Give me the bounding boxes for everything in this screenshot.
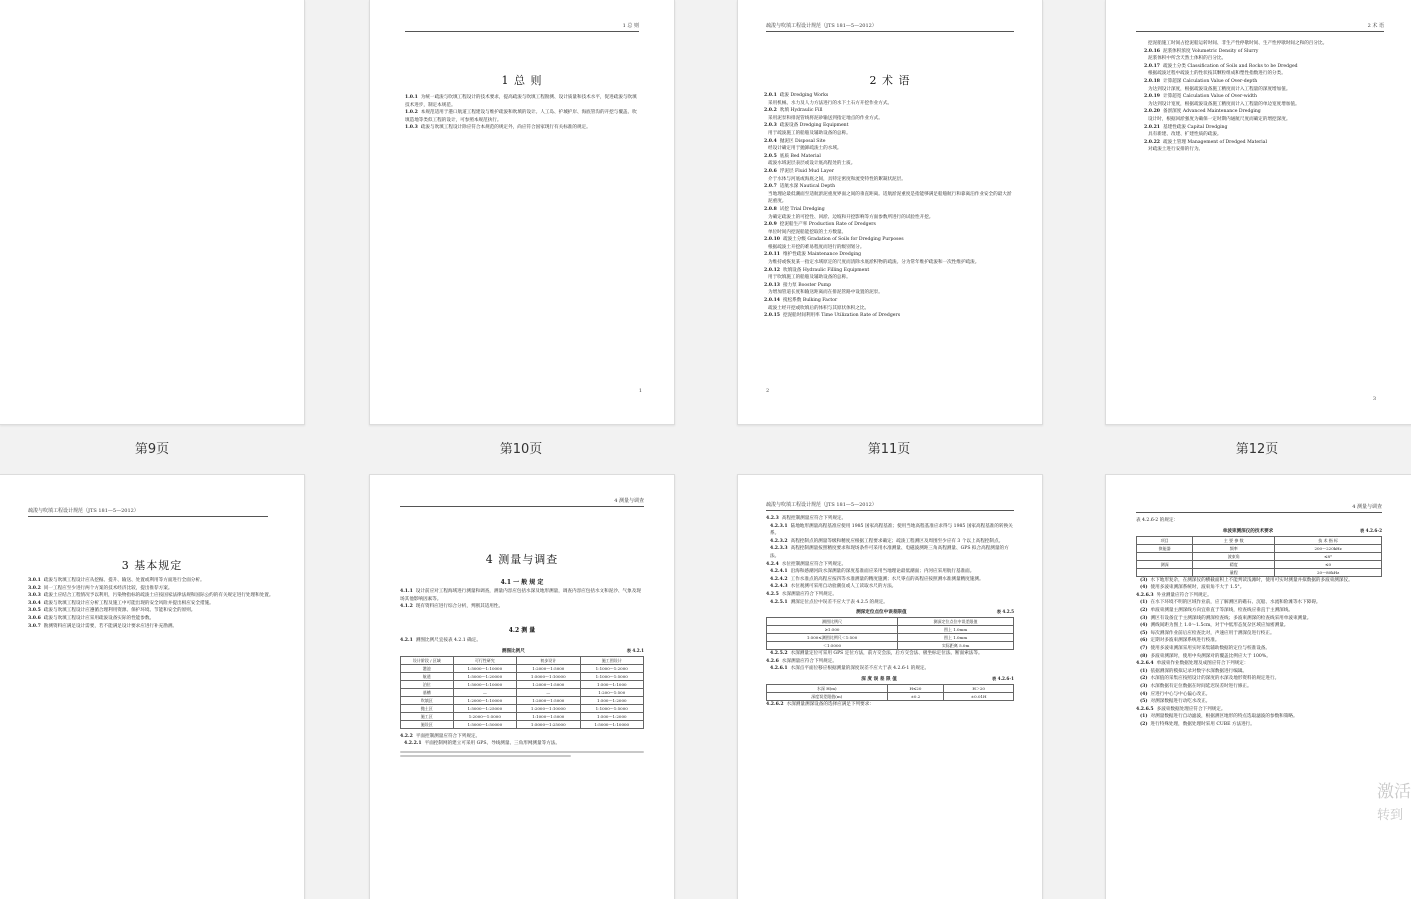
sounder-table — [1136, 536, 1382, 577]
term-definition: 当地理论最低潮面至适航淤泥重度界面之间的垂直距离。适航淤泥重度是指能够满足船舶航行和靠离泊作业安全的最大淤泥重度。 — [768, 191, 1012, 205]
header-rule — [766, 510, 1014, 511]
running-header: 1 总 则 — [622, 23, 639, 29]
table-header-cell: 测图比例尺 — [767, 618, 898, 626]
header-rule — [405, 31, 639, 32]
clause: 4.2.6.3 外业测量应符合下列规定。 — [1136, 592, 1212, 598]
clause-list — [400, 588, 644, 611]
table-row — [1137, 560, 1382, 568]
table-cell: 1:5000～1:10000 — [517, 672, 580, 680]
header-rule — [1136, 512, 1382, 513]
table-cell: 1:2000～1:5000 — [453, 712, 516, 720]
table-cell: 频率 — [1193, 544, 1275, 552]
running-header: 4 测量与调查 — [614, 498, 644, 504]
page-thumbnail-12[interactable] — [1105, 0, 1411, 425]
table-row — [767, 626, 1014, 634]
clause: 4.2.5 水深测量应符合下列规定。 — [766, 591, 837, 597]
clause: 4.1.2 现有资料应进行综合分析，判断其适用性。 — [400, 604, 504, 610]
term-entry: 2.0.20 备淤深度 Advanced Maintenance Dredging — [1144, 109, 1261, 115]
table-cell: 1:5000～1:10000 — [580, 720, 643, 728]
table-cell: 深度误差限值(m) — [767, 692, 888, 700]
table-cell: 量程 — [1193, 568, 1275, 576]
term-entry: 2.0.17 疏浚土分类 Classification of Soils and Rocks to be Dredged — [1144, 63, 1298, 69]
clause: 1.0.3 疏浚与吹填工程设计除应符合本规范的规定外，尚应符合国家现行有关标准的规定。 — [405, 125, 591, 131]
term-entry: 2.0.11 维护性疏浚 Maintenance Dredging — [764, 252, 862, 258]
clause: 4.2.5.2 水深测量定位可采用 GPS 定位方法，前方交会法，后方交会法、极坐标定位法、断面索法等。 — [770, 651, 983, 657]
clause: 4.1.1 设计前应对工程海域进行测量和调查，测量内容应包括水深及地形测量，调查内容应包括水文和泥沙、气象及现场其他影响因素等。 — [400, 589, 641, 602]
term-entry: 2.0.5 底质 Bed Material — [764, 153, 821, 159]
clause-text: 挖泥船施工时间占挖泥船运转时间、非生产性停歇时间、生产性停歇时间之和的百分比。 — [1148, 41, 1328, 46]
table-cell: 1:1000～1:2000 — [580, 664, 643, 672]
term-definition: 根据疏浚过程中疏浚土的性状按其颗粒组成和塑性指数进行的分类。 — [1148, 71, 1286, 77]
table-row — [401, 704, 644, 712]
clause: (3) 水深数据有定位数据在时间延迟误差时进行修正。 — [1140, 683, 1252, 689]
page-thumbnail-15[interactable] — [737, 474, 1043, 899]
table-cell: ≤8° — [1275, 552, 1382, 560]
table-row — [767, 642, 1014, 650]
table-cell: 1:5000～1:50000 — [453, 720, 516, 728]
clause: (2) 水深值的采集应按照设计的深度的水深及地形资料的规定进行。 — [1140, 676, 1280, 682]
clause: 4.2.4.2 工作水准点的高程应按四等水准测量的精度施测；水尺零点的高程应按照测水准测量精度施测。 — [770, 576, 984, 582]
table-cell: 换能器 — [1137, 544, 1193, 552]
header-rule — [400, 506, 644, 507]
table-header-row — [1137, 536, 1382, 544]
table-cell: 1:500～1:1000 — [580, 680, 643, 688]
term-entry: 2.0.10 疏浚土分级 Gradation of Soils for Dredging Purposes — [764, 237, 904, 243]
term-definition: 疏浚土经开挖或吹填后的体积与其原状体积之比。 — [768, 305, 870, 311]
table-cell: 1:2000～1:10000 — [517, 704, 580, 712]
clause: 4.2.5.1 测深定位点位中误差不应大于表 4.2.5 的规定。 — [770, 599, 888, 605]
table-cell — [1137, 552, 1193, 560]
term-entry: 2.0.12 吹填设备 Hydraulic Filling Equipment — [764, 267, 870, 273]
table-cell: 1:500≤测图比例尺＜1:500 — [767, 634, 898, 642]
chapter-title: 2 术 语 — [869, 74, 911, 87]
table-cell: ＜1:5000 — [767, 642, 898, 650]
table-cell: 200～220kHz — [1275, 544, 1382, 552]
positioning-error-table — [766, 617, 1014, 650]
table-header-cell: 可行性研究 — [453, 656, 516, 664]
clause: 3.0.3 疏浚土应结合工程情况予以利用，污染物指标的疏浚土应按国家法律法规和国际公约的有关规定进行处理和处置。 — [28, 593, 274, 599]
term-entry: 2.0.18 计算超深 Calculation Value of Over-depth — [1144, 78, 1258, 84]
term-entry: 2.0.21 基建性疏浚 Capital Dredging — [1144, 124, 1228, 130]
table-cell: 波束角 — [1193, 552, 1275, 560]
clause: (6) 定期对多波束测深系统进行校准。 — [1140, 638, 1220, 644]
table-row — [401, 680, 644, 688]
page-label-12: 第12页 — [1235, 442, 1279, 457]
term-definition: 为增加管道长度和输送距离而在排泥管路中设置的泥泵。 — [768, 290, 883, 296]
clause: (3) 测区有设备宜于主测深线的测深检查线；多波束测深的检查线采用单波束测量。 — [1140, 615, 1312, 621]
clause-list — [405, 94, 639, 132]
text-line — [400, 751, 644, 753]
table-cell: 1:2000～1:5000 — [517, 696, 580, 704]
clause: 4.2.3 高程控制测量应符合下列规定。 — [766, 516, 847, 521]
table-row — [767, 692, 1014, 700]
table-row — [401, 720, 644, 728]
table-cell: 图上 1.0mm — [898, 634, 1014, 642]
section-title: 4.1 一 般 规 定 — [500, 579, 544, 586]
page-thumbnail-14[interactable] — [369, 474, 675, 899]
clause: 4.2.2.1 平面控制网的建立可采用 GPS、导线测量、三角形网测量等方法。 — [404, 741, 560, 747]
table-header-cell: 主 要 参 数 — [1193, 536, 1275, 544]
table-cell: 泊位 — [401, 680, 454, 688]
page-label-10: 第10页 — [499, 442, 543, 457]
clause: (2) 进行特殊处理，数据处理时采用 CUBE 方法进行。 — [1140, 721, 1255, 727]
term-entry: 2.0.16 泥浆体积浓度 Volumetric Density of Slurry — [1144, 48, 1259, 54]
term-entry: 2.0.1 疏浚 Dredging Works — [764, 93, 829, 98]
term-definition: 采用机械、水力及人力方法进行的水下土石方开挖作业方式。 — [768, 100, 893, 106]
running-header: 疏浚与吹填工程设计规范（JTS 181—5—2012） — [766, 502, 877, 508]
table-row — [1137, 552, 1382, 560]
table-cell: 测深 — [1137, 560, 1193, 568]
table-cell: 1:5000～1:10000 — [453, 664, 516, 672]
table-cell: 基槽 — [401, 688, 454, 696]
text-line — [400, 755, 571, 757]
table-row — [1137, 568, 1382, 576]
table-cell: ≥1:500 — [767, 626, 898, 634]
clause: 4.2.3.1 陆地地形测量高程基准应使用 1985 国家高程基准；使用当地高程基准应求得与 1985 国家高程基准的转换关系。 — [770, 523, 1013, 537]
clause: 3.0.5 疏浚与吹填工程设计应遵循合理利用资源、保护环境、节能和安全的原则。 — [28, 608, 196, 614]
term-definition: 用于吹填施工的船舶及辅助设备的总称。 — [768, 275, 851, 281]
table-title: 单波束测深仪的技术要求 表 4.2.6-2 — [1222, 527, 1382, 534]
table-title: 测图比例尺 表 4.2.1 — [501, 647, 644, 654]
page-label-11: 第11页 — [867, 442, 911, 457]
scale-table — [400, 656, 644, 729]
clause: 3.0.1 疏浚与吹填工程设计应从挖掘、提升、输送、处置或利用等方面进行全面分析。 — [28, 578, 205, 583]
table-cell: 图上 1.0mm — [898, 626, 1014, 634]
page-thumbnail-11[interactable] — [737, 0, 1043, 425]
term-definition: 单位时间内挖泥船能挖取的土方数量。 — [768, 229, 847, 235]
table-row — [767, 634, 1014, 642]
section-title: 4.2 测 量 — [508, 627, 536, 634]
clause: 4.2.3.3 高程控制测量按照精度要求和现场条件可采用水准测量、电磁波测距三角高程测量、GPS 拟合高程测量的方法。 — [770, 546, 1009, 559]
clause: (2) 单波束测量主测深线方向宜垂直于等深线，检查线应垂直于主测深线。 — [1140, 607, 1293, 613]
clause: 4.2.4.1 沿海和感潮河段水深测量的深度基准面应采用当地理论最低潮面；内河应采用航行基准面。 — [770, 569, 975, 575]
clause-list — [1136, 517, 1382, 728]
clause: 4.2.4 水位控制测量应符合下列规定。 — [766, 561, 847, 567]
term-entry: 2.0.14 搅松系数 Bulking Factor — [764, 298, 838, 304]
clause: 4.2.1 测图比例尺宜按表 4.2.1 确定。 — [400, 638, 481, 643]
clause-list — [28, 577, 274, 630]
clause: (7) 使用多波束测深采用实时采集辅助数据的定位与校准设备。 — [1140, 645, 1270, 651]
table-cell: 1:2000～1:5000 — [517, 664, 580, 672]
table-header-cell: 技 术 指 标 — [1275, 536, 1382, 544]
table-header-cell: 项目 — [1137, 536, 1193, 544]
clause: 1.0.2 本规范适用于港口航道工程建设与维护疏浚和吹填的设计。人工岛、护城护岸、海底管沟的开挖与覆盖、吹填造地等类似工程的设计，可参照本规范执行。 — [405, 110, 637, 123]
term-definition: 经设计确定用于抛卸疏浚土的水域。 — [768, 146, 842, 152]
term-entry: 2.0.7 适航水深 Nautical Depth — [764, 184, 836, 190]
term-list — [1144, 40, 1382, 154]
clause: (1) 对测量数据进行自动滤波，根据测区地形的特点选取滤波的参数和策略。 — [1140, 714, 1298, 720]
table-cell: 1:1000～1:5000 — [580, 672, 643, 680]
header-rule — [1136, 31, 1384, 32]
clause: 4.2.6.4 单波束作业数据处理及成图应符合下列规定： — [1136, 661, 1249, 667]
term-definition: 设计时，根据回淤强度为确保一定时期内通航尺度而确定的增挖深度。 — [1148, 116, 1291, 122]
term-entry: 2.0.22 疏浚土管理 Management of Dredged Material — [1144, 139, 1267, 145]
table-title: 测深定位点位中误差限值 表 4.2.5 — [856, 609, 1014, 616]
term-definition: 具有新建、改建、扩建性质的疏浚。 — [1148, 132, 1222, 138]
running-header: 4 测量与调查 — [1352, 504, 1382, 510]
page-thumbnail-10[interactable] — [369, 0, 675, 425]
page-number: 2 — [766, 388, 770, 394]
clause: (5) 对测深数据进行动吃水改正。 — [1140, 699, 1211, 705]
table-cell: 20～80kHz — [1275, 568, 1382, 576]
table-cell: — — [517, 688, 580, 696]
header-rule — [28, 516, 268, 517]
clause: 1.0.1 为统一疏浚与吹填工程设计的技术要求，提高疏浚与吹填工程勘测、设计质量和技术水平，促进疏浚与吹填技术进步，制定本规范。 — [405, 95, 637, 108]
table-header-cell: H＞20 — [944, 684, 1014, 692]
page-number: 3 — [1372, 396, 1376, 402]
table-row — [401, 688, 644, 696]
term-entry: 2.0.6 浮泥层 Fluid Mud Layer — [764, 168, 834, 174]
clause: (1) 在水下环境不明的区域作业前，应了解测区的礁石、沉船、水流和险滩等水下障碍。 — [1140, 600, 1321, 606]
clause: (4) 使用多波束测深系统时，波束角不大于 1.5°。 — [1140, 585, 1245, 591]
clause: (8) 多波束测深时，使用中央测深对的覆盖比例应大于 100%。 — [1140, 653, 1271, 659]
clause: 4.2.4.3 水位观测可采用自动验潮仪或人工读取水尺的方法。 — [770, 584, 897, 590]
page-thumbnail-13[interactable] — [0, 474, 305, 899]
term-definition: 对疏浚土进行安排的行为。 — [1148, 147, 1204, 153]
table-row — [1137, 544, 1382, 552]
clause: 4.2.2 平面控制测量应符合下列规定。 — [400, 733, 481, 739]
table-row — [401, 696, 644, 704]
clause: 4.2.6.2 水深测量测深设备的选择应满足下列要求： — [766, 701, 874, 707]
clause: (5) 每次测深作业前后应检查比对，声速应用于测深仪进行校正。 — [1140, 630, 1275, 636]
clause: (3) 水下地形复杂，在测深仪的横截面积上不能判读浅滩时，使用可实时测量并拟数据的多波束测深仪。 — [1140, 577, 1353, 583]
table-cell: 1:5000～1:10000 — [453, 680, 516, 688]
table-row — [401, 664, 644, 672]
table-cell: 1:2000～1:5000 — [517, 680, 580, 688]
term-list — [764, 92, 1012, 320]
table-cell: ≤0 — [1275, 560, 1382, 568]
running-header: 疏浚与吹填工程设计规范（JTS 181—5—2012） — [28, 508, 139, 514]
table-cell: 1:5000～1:20000 — [453, 672, 516, 680]
term-definition: 疏浚水域泥层表层或设计底高程处的土质。 — [768, 161, 856, 167]
table-cell — [1137, 568, 1193, 576]
table-cell: 1:200～1:500 — [580, 688, 643, 696]
chapter-title: 4 测量与调查 — [485, 553, 559, 566]
term-definition: 为维持或恢复某一指定水域原定的尺度而清除水底淤积物的疏浚。分为常年维护疏浚和一次性维护疏浚。 — [768, 260, 980, 266]
page-number: 1 — [638, 388, 642, 394]
table-cell: 1:5000～1:25000 — [517, 720, 580, 728]
table-cell: 1:500～1:2000 — [580, 712, 643, 720]
term-definition: 采用泥泵和排泥管线将泥砂输送到指定地点的作业方式。 — [768, 115, 883, 121]
clause: 3.0.6 疏浚与吹填工程设计应采用疏浚设备实际的性能参数。 — [28, 615, 155, 621]
term-entry: 2.0.2 吹填 Hydraulic Fill — [764, 108, 823, 114]
table-header-cell: 初步设计 — [517, 656, 580, 664]
clause: 3.0.4 疏浚与吹填工程设计应分析工程及施工中可能出现的安全风险并提出相应安全措施。 — [28, 600, 214, 606]
table-title: 深 度 误 差 限 值 表 4.2.6-1 — [861, 675, 1014, 682]
table-cell: 吹填区 — [401, 696, 454, 704]
table-header-cell: 水深 H(m) — [767, 684, 888, 692]
table-header-cell: 施工图设计 — [580, 656, 643, 664]
clause: 3.0.2 同一工程应至少进行两个方案的技术经济比较，提出推荐方案。 — [28, 585, 173, 591]
clause-list — [766, 515, 1014, 709]
term-definition: 泥浆体积中所含天然土体积的百分比。 — [1148, 56, 1227, 62]
term-definition: 用于疏浚施工的船舶及辅助设备的总称。 — [768, 130, 851, 136]
table-cell: 精度 — [1193, 560, 1275, 568]
table-cell: 施设区 — [401, 720, 454, 728]
running-header: 2 术 语 — [1367, 23, 1384, 29]
table-cell: 1:500～1:2000 — [580, 696, 643, 704]
term-entry: 2.0.19 计算超宽 Calculation Value of Over-width — [1144, 94, 1257, 100]
table-cell: 实际距离 5.0m — [898, 642, 1014, 650]
table-cell: 抛土区 — [401, 704, 454, 712]
page-thumbnail-9[interactable] — [0, 0, 305, 425]
table-header-row — [401, 656, 644, 664]
table-row — [401, 672, 644, 680]
term-entry: 2.0.3 疏浚设备 Dredging Equipment — [764, 123, 849, 129]
term-definition: 为达到设计宽度，根据疏浚设备施工精度而计入工程量的单边宽度增加值。 — [1148, 101, 1300, 107]
table-cell: 港池 — [401, 664, 454, 672]
table-cell: ±0.01H — [944, 692, 1014, 700]
page-thumbnail-16[interactable] — [1105, 474, 1411, 899]
table-header-row — [767, 618, 1014, 626]
clause: 4.2.6 水深测量应符合下列规定。 — [766, 658, 837, 664]
table-cell: 1:5000～1:25000 — [453, 704, 516, 712]
header-rule — [766, 31, 1014, 32]
clause-text: 表 4.2.6-2 的规定： — [1136, 518, 1179, 523]
table-header-row — [767, 684, 1014, 692]
table-cell: 1:1000～1:5000 — [517, 712, 580, 720]
table-cell: ±0.2 — [887, 692, 944, 700]
clause: (1) 依据测深的模拟记录对数字水深数据进行编辑。 — [1140, 668, 1248, 674]
activation-watermark: 激活 转到 — [1377, 782, 1411, 823]
term-definition: 为确定疏浚土的可挖性、回淤、边坡和开挖影响等方面参数所进行的试验性开挖。 — [768, 214, 934, 220]
term-entry: 2.0.4 抛泥区 Disposal Site — [764, 138, 826, 144]
clause: 4.2.6.1 水深点平面位移应根据测量的深度误差不应大于表 4.2.6-1 的规定。 — [770, 666, 930, 672]
table-block — [400, 637, 644, 760]
term-entry: 2.0.15 挖泥船时间利用率 Time Utilization Rate of Dredgers — [764, 313, 901, 319]
running-header: 疏浚与吹填工程设计规范（JTS 181—5—2012） — [766, 23, 877, 29]
depth-error-table — [766, 684, 1014, 701]
clause: 4.2.3.2 高程控制点的测量等级和精度应根据工程要求确定；疏浚工程测区及周围至少应有 3 个以上高程控制点。 — [770, 538, 1004, 544]
term-entry: 2.0.8 试挖 Trial Dredging — [764, 206, 825, 212]
table-header-cell: 测深定位点位中误差限值 — [898, 618, 1014, 626]
table-cell: 施工区 — [401, 712, 454, 720]
table-cell: 1:2000～1:10000 — [453, 696, 516, 704]
table-row — [401, 712, 644, 720]
clause: (4) 应进行中心与中心偏心改正。 — [1140, 691, 1211, 697]
page-label-9: 第9页 — [134, 442, 170, 457]
table-cell: 航道 — [401, 672, 454, 680]
clause: 3.0.7 勘测资料应满足设计需要，若不能满足设计要求应进行补充勘测。 — [28, 623, 178, 629]
term-definition: 为达到设计深度，根据疏浚设备施工精度而计入工程量的深度增加值。 — [1148, 86, 1291, 92]
table-cell: — — [453, 688, 516, 696]
clause: (4) 测线间距为图上 1.0～1.5cm，对于中低形态复杂区域应加密测量。 — [1140, 623, 1289, 629]
chapter-title: 3 基本规定 — [121, 559, 183, 572]
table-header-cell: H≤20 — [887, 684, 944, 692]
table-cell: 1:1000～1:5000 — [580, 704, 643, 712]
table-header-cell: 设计阶段 / 区域 — [401, 656, 454, 664]
term-definition: 介于水体与河底或海底之间，具特定密度和流变特性的絮凝状泥层。 — [768, 176, 906, 182]
chapter-title: 1 总 则 — [501, 74, 543, 87]
clause: 4.2.6.5 多波束数据处理应符合下列规定。 — [1136, 706, 1226, 712]
term-entry: 2.0.9 挖泥船生产率 Production Rate of Dredgers — [764, 222, 876, 228]
term-definition: 根据疏浚土开挖的难易程度而进行的级别划分。 — [768, 244, 865, 250]
term-entry: 2.0.13 接力泵 Booster Pump — [764, 282, 832, 288]
